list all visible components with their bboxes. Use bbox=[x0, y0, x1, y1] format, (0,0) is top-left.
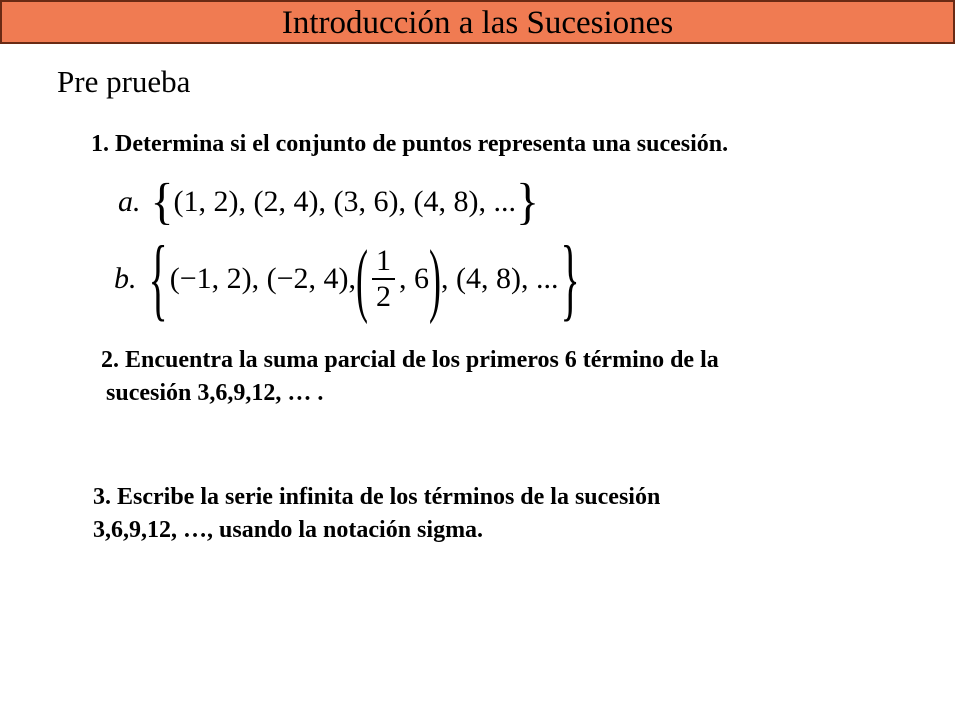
set-b-terms-end: , (4, 8), ... bbox=[441, 262, 559, 295]
set-b-label: b. bbox=[114, 262, 137, 295]
close-paren: ) bbox=[429, 233, 442, 325]
fraction-denominator: 2 bbox=[372, 278, 395, 314]
set-a-terms: (1, 2), (2, 4), (3, 6), (4, 8), ... bbox=[173, 185, 516, 218]
open-brace: { bbox=[150, 173, 174, 230]
question-2-line-2: sucesión 3,6,9,12, … . bbox=[106, 380, 324, 406]
page-title: Introducción a las Sucesiones bbox=[281, 5, 674, 41]
fraction bbox=[372, 244, 395, 314]
question-3-line-1: 3. Escribe la serie infinita de los términos de la sucesión bbox=[93, 484, 661, 510]
set-b bbox=[114, 226, 582, 330]
set-b-term-y: , 6 bbox=[399, 262, 430, 295]
close-brace: } bbox=[515, 173, 540, 230]
question-3-line-2: 3,6,9,12, …, usando la notación sigma. bbox=[93, 517, 484, 543]
set-b-terms-start: (−1, 2), (−2, 4), bbox=[169, 262, 357, 295]
question-1: 1. Determina si el conjunto de puntos representa una sucesión. bbox=[91, 131, 729, 157]
question-2-line-1: 2. Encuentra la suma parcial de los primeros 6 término de la bbox=[101, 347, 719, 373]
question-2 bbox=[101, 344, 719, 410]
subtitle: Pre prueba bbox=[57, 64, 191, 99]
question-3 bbox=[93, 481, 660, 547]
set-a bbox=[118, 174, 539, 230]
open-paren: ( bbox=[356, 233, 369, 325]
set-a-label: a. bbox=[118, 185, 141, 218]
close-brace: } bbox=[560, 226, 580, 330]
fraction-numerator: 1 bbox=[376, 244, 392, 277]
title-bar bbox=[0, 0, 955, 44]
open-brace: { bbox=[148, 226, 168, 330]
